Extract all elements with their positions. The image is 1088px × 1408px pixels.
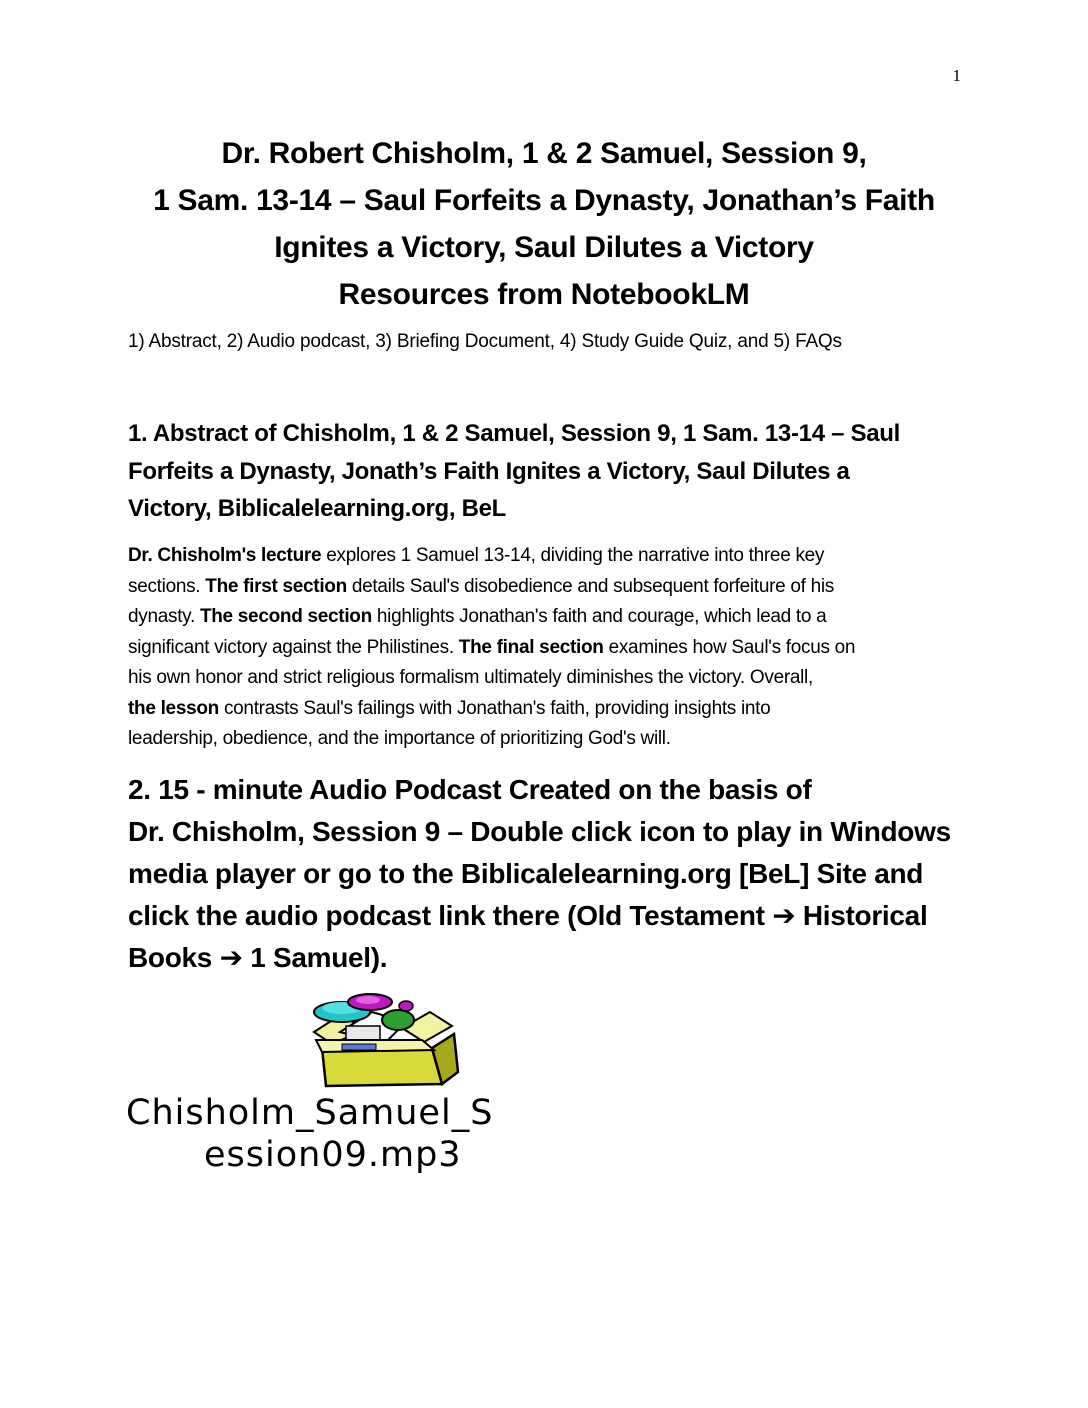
abstract-line-1 [128,541,968,572]
audio-heading-line-3: media player or go to the Biblicalelearning.org [BeL] Site and [128,858,924,889]
abstract-bold-lesson: the lesson [128,697,219,719]
abstract-bold-second-section: The second section [199,606,372,627]
audio-file-link[interactable] [122,1092,642,1176]
abstract-paragraph [128,541,968,755]
abstract-text: sections. [128,575,206,597]
abstract-bold-final-section: The final section [458,636,604,658]
abstract-heading-line-1: 1. Abstract of Chisholm, 1 & 2 Samuel, Session 9, 1 Sam. 13-14 – Saul [128,420,901,447]
title-line-3: Ignites a Victory, Saul Dilutes a Victory [274,231,814,264]
contents-list: 1) Abstract, 2) Audio podcast, 3) Briefing Document, 4) Study Guide Quiz, and 5) FAQs [128,331,842,352]
audio-heading-line-4 [128,895,968,937]
audio-filename-line-1[interactable]: Chisholm_Samuel_S [126,1093,494,1133]
abstract-heading-line-2: Forfeits a Dynasty, Jonath’s Faith Ignites a Victory, Saul Dilutes a [128,457,850,485]
page-number: 1 [952,66,961,85]
audio-heading-line-1: 2. 15 - minute Audio Podcast Created on the basis of [128,774,812,805]
audio-heading-line-2: Dr. Chisholm, Session 9 – Double click icon to play in Windows [128,816,951,847]
arrow-right-icon: ➔ [772,900,796,931]
audio-heading-text: Books [128,942,220,973]
abstract-text: details Saul's disobedience and subsequent forfeiture of his [346,575,834,597]
package-installer-icon[interactable] [302,992,472,1092]
abstract-line-6 [128,694,968,725]
arrow-right-icon: ➔ [219,942,243,973]
abstract-line-3 [128,602,968,633]
abstract-line-7: leadership, obedience, and the importance of prioritizing God's will. [128,728,671,749]
abstract-text: dynasty. [128,606,200,627]
audio-podcast-heading [128,769,968,979]
audio-filename-line-2[interactable]: ession09.mp3 [204,1135,462,1175]
abstract-line-5: his own honor and strict religious formalism ultimately diminishes the victory. Overall, [128,667,813,688]
title-line-2: 1 Sam. 13-14 – Saul Forfeits a Dynasty, Jonathan’s Faith [153,184,935,217]
abstract-bold-lecture: Dr. Chisholm's lecture [128,545,322,566]
document-title [0,130,1088,318]
abstract-heading [128,415,968,528]
abstract-heading-line-3: Victory, Biblicalelearning.org, BeL [128,495,507,522]
abstract-bold-first-section: The first section [205,575,347,597]
abstract-text: highlights Jonathan's faith and courage, which lead to a [371,606,827,627]
title-line-4: Resources from NotebookLM [338,278,750,311]
title-line-1: Dr. Robert Chisholm, 1 & 2 Samuel, Session 9, [221,137,867,170]
abstract-line-2 [128,572,968,603]
abstract-line-4 [128,633,968,664]
audio-heading-text: Historical [795,900,928,931]
audio-heading-line-5 [128,937,968,979]
abstract-text: explores 1 Samuel 13-14, dividing the narrative into three key [321,545,825,566]
abstract-text: significant victory against the Philistines. [128,636,459,658]
abstract-text: contrasts Saul's failings with Jonathan's faith, providing insights into [218,697,771,719]
abstract-text: examines how Saul's focus on [603,636,856,658]
audio-heading-text: 1 Samuel). [242,942,388,973]
audio-heading-text: click the audio podcast link there (Old Testament [128,900,773,931]
